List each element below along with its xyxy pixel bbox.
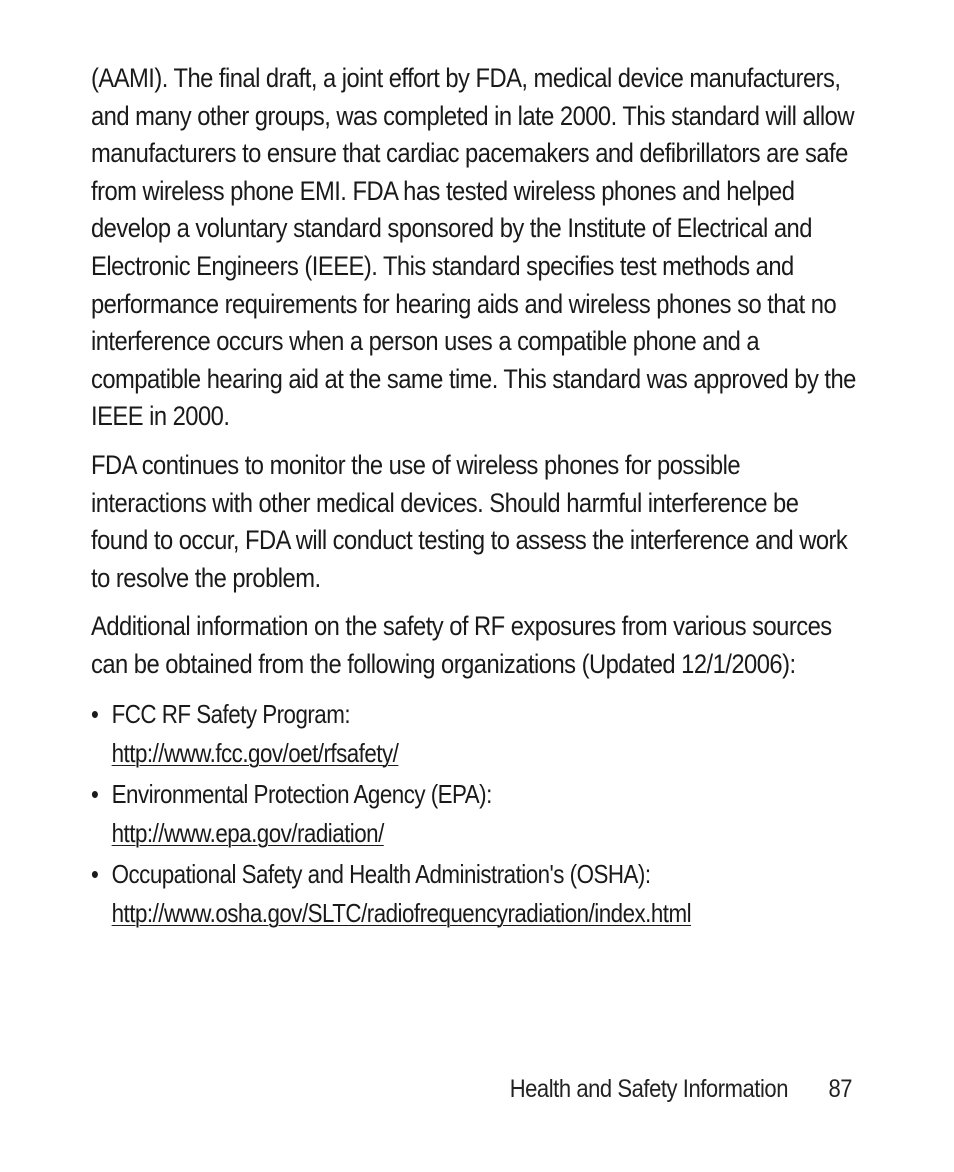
organizations-list [91, 695, 861, 933]
org-label-osha: Occupational Safety and Health Administration's (OSHA): [111, 858, 651, 889]
list-item-osha [91, 855, 865, 933]
page-number: 87 [828, 1075, 852, 1103]
bullet-icon: • [91, 698, 99, 729]
link-osha-rf-radiation[interactable]: http://www.osha.gov/SLTC/radiofrequencyradiation/index.html [111, 897, 692, 928]
paragraph-aami-standard: (AAMI). The final draft, a joint effort by FDA, medical device manufacturers, and many other groups, was completed in late 2000. This standard will allow manufacturers to ensure that cardiac pacemakers and defibrillators are safe from wireless phone EMI. FDA has tested wireless phones and helped develop a voluntary standard sponsored by the Institute of Electrical and Electronic Engineers (IEEE). This standard specifies test methods and performance requirements for hearing aids and wireless phones so that no interference occurs when a person uses a compatible phone and a compatible hearing aid at the same time. This standard was approved by the IEEE in 2000. [91, 63, 856, 432]
link-epa-radiation[interactable]: http://www.epa.gov/radiation/ [111, 817, 384, 848]
org-label-fcc: FCC RF Safety Program: [111, 698, 351, 729]
page-footer [510, 1073, 852, 1105]
body-content [91, 60, 861, 935]
paragraph-additional-info: Additional information on the safety of RF exposures from various sources can be obtained from the following organizations (Updated 12/1/2006): [91, 611, 832, 679]
footer-section-title: Health and Safety Information [509, 1075, 788, 1103]
paragraph-fda-monitoring: FDA continues to monitor the use of wireless phones for possible interactions with other medical devices. Should harmful interference be found to occur, FDA will conduct testing to assess the interference and work to resolve the problem. [91, 449, 848, 593]
list-item-epa [91, 775, 865, 853]
bullet-icon: • [91, 778, 99, 809]
list-item-fcc [91, 695, 865, 773]
bullet-icon: • [91, 858, 99, 889]
org-label-epa: Environmental Protection Agency (EPA): [111, 778, 492, 809]
link-fcc-rfsafety[interactable]: http://www.fcc.gov/oet/rfsafety/ [111, 737, 399, 768]
